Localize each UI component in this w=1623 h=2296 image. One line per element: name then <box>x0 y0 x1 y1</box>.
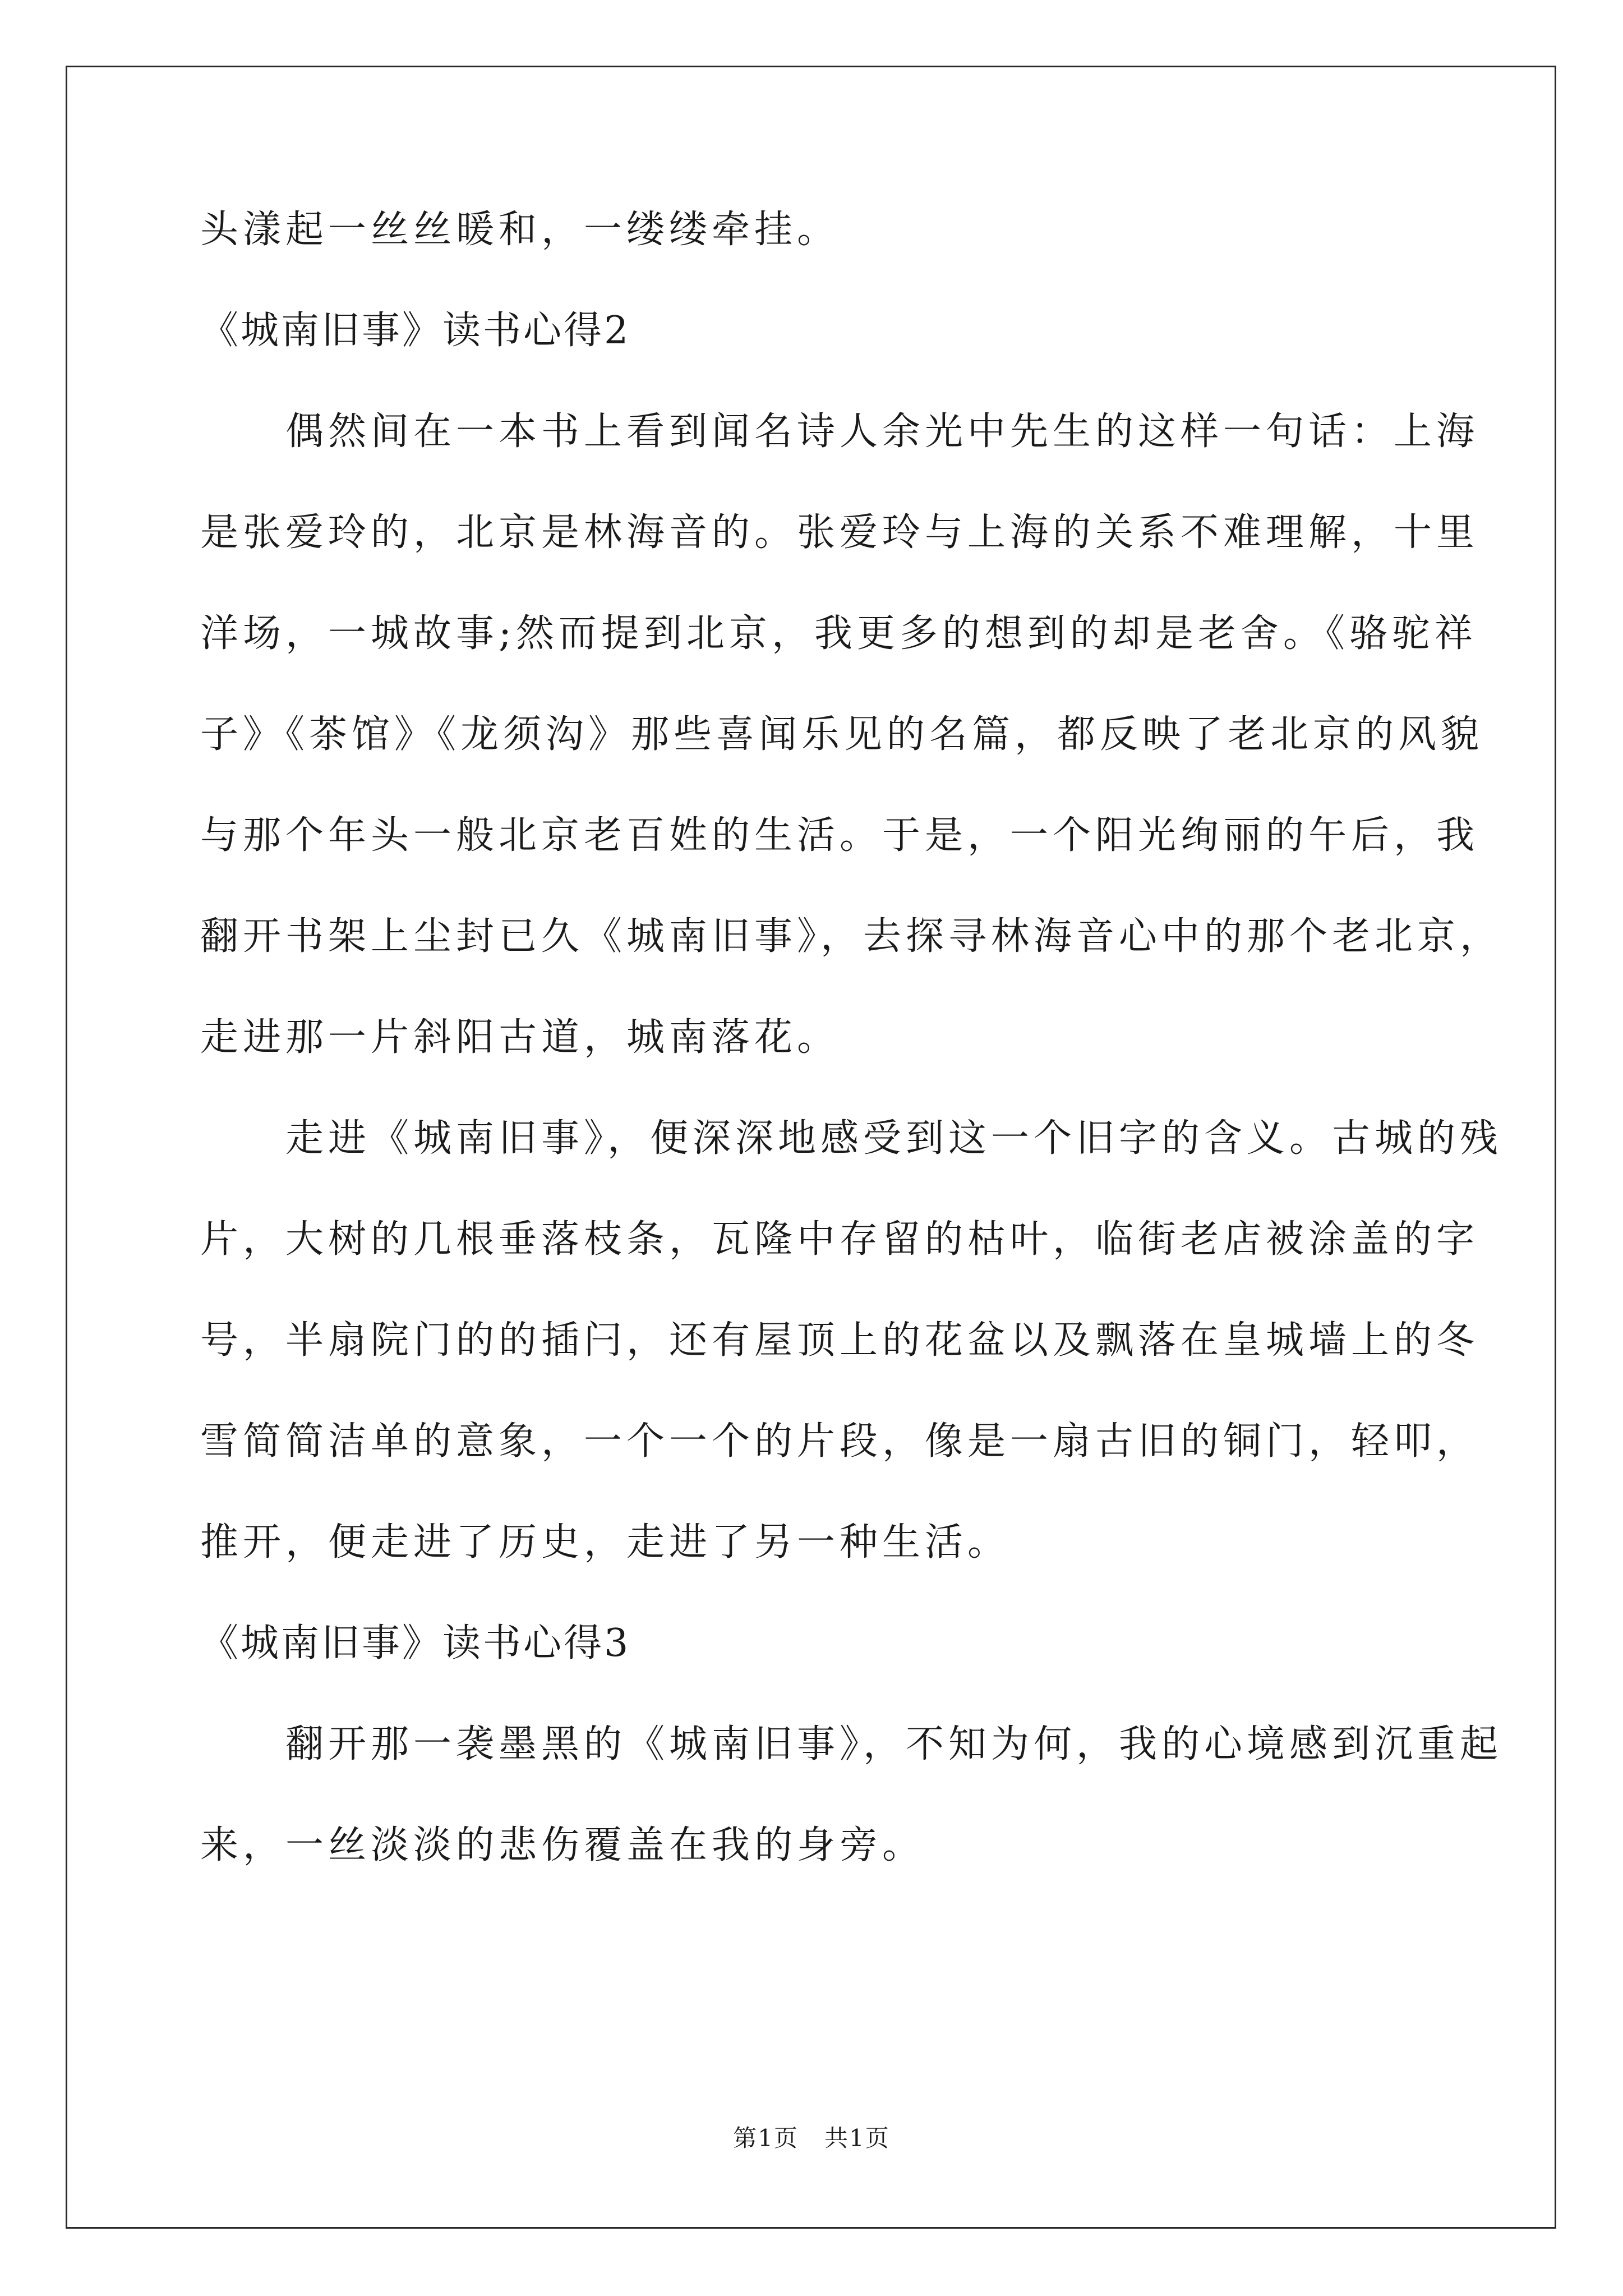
text-line: 走进那一片斜阳古道，城南落花。 <box>200 1015 840 1060</box>
text-line: 号，半扇院门的的插闩，还有屋顶上的花盆以及飘落在皇城墙上的冬 <box>200 1318 1479 1363</box>
text-line: 片，大树的几根垂落枝条，瓦隆中存留的枯叶，临街老店被涂盖的字 <box>200 1217 1479 1262</box>
text-line: 推开，便走进了历史，走进了另一种生活。 <box>200 1520 1011 1565</box>
text-line: 翻开那一袭墨黑的《城南旧事》，不知为何，我的心境感到沉重起 <box>200 1722 1503 1766</box>
section-heading: 《城南旧事》读书心得3 <box>200 1621 631 1665</box>
text-line: 是张爱玲的，北京是林海音的。张爱玲与上海的关系不难理解，十里 <box>200 510 1479 555</box>
text-line: 洋场，一城故事;然而提到北京，我更多的想到的却是老舍。《骆驼祥 <box>200 611 1477 656</box>
page-footer <box>0 2122 1623 2155</box>
text-line: 翻开书架上尘封已久《城南旧事》，去探寻林海音心中的那个老北京， <box>200 914 1503 959</box>
text-line: 走进《城南旧事》，便深深地感受到这一个旧字的含义。古城的残 <box>200 1116 1503 1161</box>
text-line: 雪简简洁单的意象，一个一个的片段，像是一扇古旧的铜门，轻叩， <box>200 1419 1479 1464</box>
text-line: 与那个年头一般北京老百姓的生活。于是，一个阳光绚丽的午后，我 <box>200 813 1479 858</box>
text-line: 来，一丝淡淡的悲伤覆盖在我的身旁。 <box>200 1823 925 1867</box>
text-line: 偶然间在一本书上看到闻名诗人余光中先生的这样一句话：上海 <box>200 409 1479 454</box>
page-number: 第1页 共1页 <box>733 2124 890 2152</box>
text-line: 头漾起一丝丝暖和，一缕缕牵挂。 <box>200 208 840 252</box>
text-line: 子》《茶馆》《龙须沟》那些喜闻乐见的名篇，都反映了老北京的风貌 <box>200 712 1484 757</box>
section-heading: 《城南旧事》读书心得2 <box>200 309 631 353</box>
